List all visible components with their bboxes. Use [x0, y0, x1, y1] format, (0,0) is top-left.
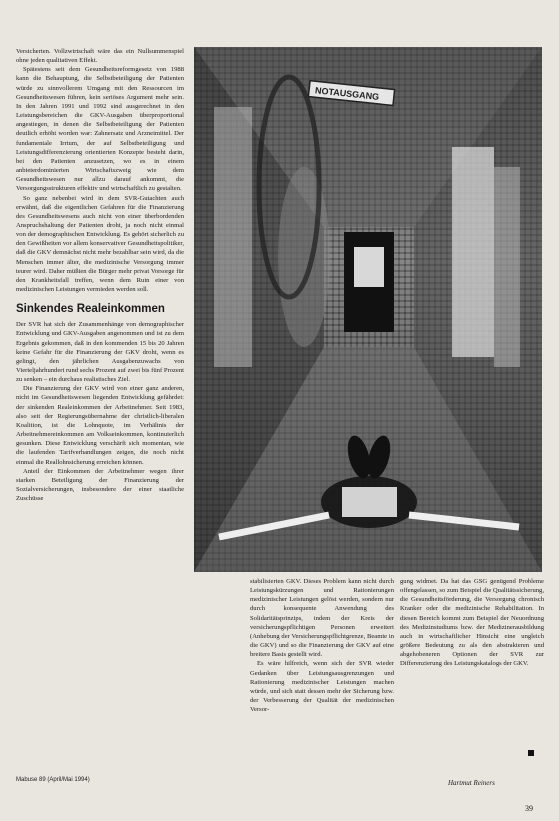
paragraph: gung widmet. Da hat das GSG genügend Probleme offengelassen, so zum Beispiel die Qualitätssicherung, die Gesundheitsförderung, die Versorgung chronisch Kranker oder die medizinische Rehabilitation. In diesen Bereich kommt zum Beispiel der Neuordnung des Medizinstudiums bzw. der Medizinerausbildung auch in wirtschaftlicher Hinsicht eine ungleich größere Bedeutung zu als den abstrakteren und abgehobeneren Optionen der SVR zur Differenzierung des Leistungskatalogs der GKV. — [400, 578, 544, 668]
paragraph: Es wäre hilfreich, wenn sich der SVR wieder Gedanken über Leistungsausgrenzungen und Rationierung medizinischer Leistungen machen würde, und sich statt dessen mehr der Sicherung bzw. der Verbesserung der Qualität der medizinischen Versor- — [250, 660, 394, 714]
section-heading: Sinkendes Realeinkommen — [16, 303, 165, 316]
corridor-illustration — [194, 47, 542, 572]
paragraph: Versicherten. Vollzwirtschaft wäre das ein Nullsummenspiel ohne jeden qualitativen Effekt. — [16, 48, 184, 65]
paragraph: Die Finanzierung der GKV wird von einer ganz anderen, nicht im Gesundheitswesen liegenden Entwicklung gefährdet: der sinkenden Realeinkommen der Arbeitnehmer. Seit 1983, also seit der Regierungsübernahme der christlich-liberalen Koalition, ist die Lohnquote, im Verhältnis der Arbeitnehmereinkommen am Volkseinkommen, kontinuierlich gesunken. Diese Entwicklung verschärft sich momentan, wie die laufenden Tarifverhandlungen zeigen, die noch nicht einmal die Reallohnsicherung erreichen können. — [16, 385, 184, 466]
end-mark-icon — [528, 750, 534, 756]
hospital-corridor-photo — [194, 47, 542, 572]
paragraph: So ganz nebenbei wird in dem SVR-Gutachten auch erwähnt, daß die eigentlichen Gefahren für die Finanzierung des Gesundheitswesens auch nicht von einer überbordenden Anspruchshaltung der Patienten droht, ja noch nicht einmal von der demographischen Entwicklung. Es gehört sicherlich zu den Gewißheiten vor allem konservativer Gesundheitspolitiker, daß die GKV demnächst nicht mehr bezahlbar sein wird, da die Menschen immer älter, die medizinische Versorgung immer teurer wird. Daher müßten die Bürger mehr privat Vorsorge für den Krankheitsfall treffen, wenn dem Ruin einer von medizinischen Leistungen vermieden werden soll. — [16, 194, 184, 294]
page-number: 39 — [525, 804, 533, 813]
paragraph: Der SVR hat sich der Zusammenhänge von demographischer Entwicklung und GKV-Ausgaben angenommen und ist zu dem Ergebnis gekommen, daß in den kommenden 15 bis 20 Jahren keine Gefahr für die Finanzierung der GKV droht, wenn es gelingt, den jährlichen Ausgabenzuwachs von Vierteljahrhundert rund sechs Prozent auf zwei bis fünf Prozent zu senken – ein durchaus realistisches Ziel. — [16, 321, 184, 384]
paragraph: Anteil der Einkommen der Arbeitnehmer wegen ihrer starken Beteiligung der Finanzierung der Sozialversicherungen, insbesondere der einer staatliche Zuschüsse — [16, 467, 184, 503]
left-text-column — [16, 47, 184, 503]
paragraph: stabilisierten GKV. Dieses Problem kann nicht durch Leistungskürzungen und Rationierungen medizinischer Leistungen gelöst werden, sondern nur durch konsequente Anwendung des Solidaritätsprinzips, indem der Kreis der versicherungspflichtigen Personen erweitert (Anhebung der Versicherungspflichtgrenze, Beamte in die GKV) und so die Finanzierung der GKV auf eine breitere Basis gestellt wird. — [250, 578, 394, 659]
exit-sign-text: NOTAUSGANG — [314, 85, 380, 102]
publication-footer: Mabuse 89 (April/Mai 1994) — [16, 777, 90, 783]
bottom-right-text-column — [400, 577, 544, 669]
paragraph: Spätestens seit dem Gesundheitsreformgesetz von 1988 kann die Behauptung, die Selbstbeteiligung der Patienten würde zu sinnvollerem Umgang mit den Ressourcen im Gesundheitswesen führen, kein seriöses Argument mehr sein. In den Jahren 1991 und 1992 sind ausgerechnet in den Leistungsbereichen die GKV-Ausgaben überproportional angestiegen, in denen die Selbstbeteiligung der Patienten deutlich erhöht worden war: Zahnersatz und Arzneimittel. Der fundamentale Irrtum, der auf Selbstbeteiligung und Leistungsdifferenzierung orientierten Konzepte besteht darin, bei den Patienten anzusetzen, wo es in einem anbieterdominierten Wirtschaftszweig wie dem Gesundheitswesen nur allzu darauf ankommt, die Versorgungsstrukturen effektiv und wirtschaftlich zu gestalten. — [16, 66, 184, 193]
bottom-middle-text-column — [250, 577, 394, 714]
author-name: Hartmut Reiners — [448, 779, 495, 787]
